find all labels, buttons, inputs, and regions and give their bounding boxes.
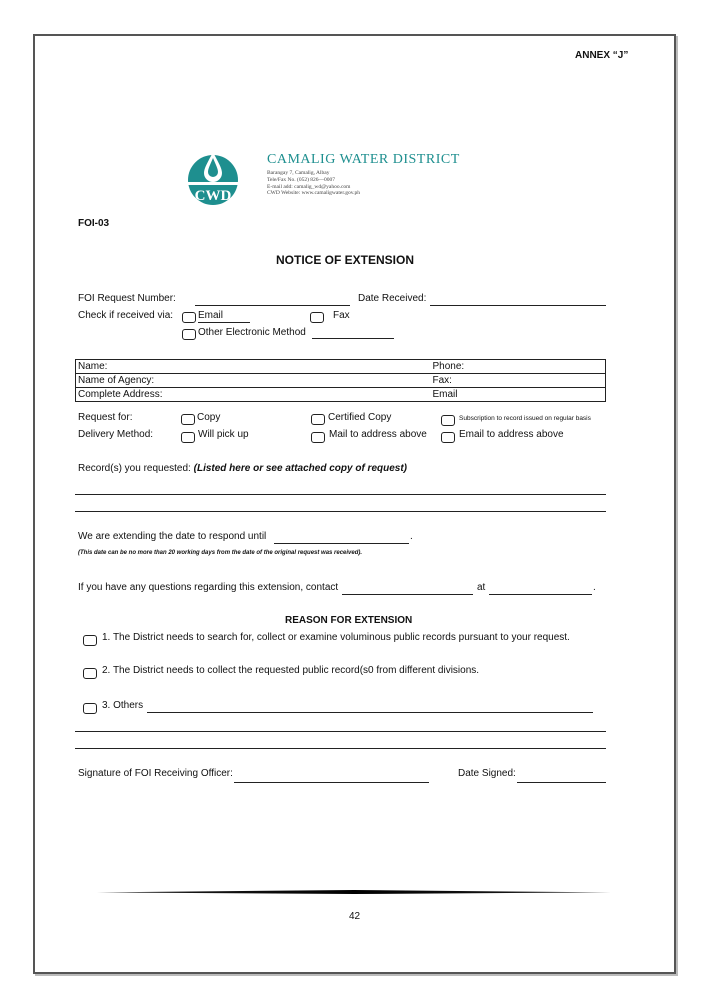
received-fax-checkbox[interactable] bbox=[310, 312, 324, 323]
subscription-label: Subscription to record issued on regular basis bbox=[459, 415, 591, 422]
phone-field[interactable]: Phone: bbox=[431, 360, 606, 374]
fax-field[interactable]: Fax: bbox=[431, 374, 606, 388]
extension-date-field[interactable] bbox=[274, 543, 409, 544]
date-received-label: Date Received: bbox=[358, 293, 427, 304]
extension-period: . bbox=[410, 531, 413, 542]
extension-note: (This date can be no more than 20 working days from the date of the original request was received). bbox=[78, 550, 363, 556]
received-fax-label: Fax bbox=[333, 310, 350, 321]
org-telfax: Tele/Fax No. (052) 826—0007 bbox=[267, 176, 336, 183]
request-number-field[interactable] bbox=[195, 305, 350, 306]
records-requested bbox=[78, 463, 407, 474]
org-name: CAMALIG WATER DISTRICT bbox=[267, 152, 460, 167]
certified-copy-label: Certified Copy bbox=[328, 412, 392, 423]
records-hint: (Listed here or see attached copy of request) bbox=[193, 463, 408, 474]
org-address: Barangay 7, Camalig, Albay bbox=[267, 170, 330, 176]
extension-text: We are extending the date to respond until bbox=[78, 531, 267, 542]
signature-field[interactable] bbox=[234, 782, 429, 783]
form-title: NOTICE OF EXTENSION bbox=[276, 253, 415, 267]
form-code: FOI-03 bbox=[78, 218, 110, 229]
info-email-field[interactable]: Email bbox=[431, 388, 606, 402]
other-method-field[interactable] bbox=[312, 338, 394, 339]
records-line-1[interactable] bbox=[75, 494, 606, 495]
mail-checkbox[interactable] bbox=[311, 432, 325, 443]
mail-label: Mail to address above bbox=[329, 429, 427, 440]
received-other-checkbox[interactable] bbox=[182, 329, 196, 340]
org-details bbox=[267, 170, 360, 197]
received-email-checkbox[interactable] bbox=[182, 312, 196, 323]
org-website: CWD Website: www.camaligwater.gov.ph bbox=[267, 190, 360, 197]
received-email-label: Email bbox=[198, 310, 224, 321]
svg-text:CWD: CWD bbox=[194, 188, 232, 204]
others-line-3[interactable] bbox=[75, 748, 606, 749]
agency-field[interactable]: Name of Agency: bbox=[76, 374, 431, 388]
reason-3-checkbox[interactable] bbox=[83, 703, 97, 714]
reason-1-label: 1. The District needs to search for, collect or examine voluminous public records pursuant to your request. bbox=[102, 632, 570, 643]
records-label: Record(s) you requested: bbox=[78, 463, 191, 474]
requester-info-table bbox=[75, 359, 606, 402]
contact-period: . bbox=[593, 582, 596, 593]
copy-label: Copy bbox=[197, 412, 221, 423]
contact-at: at bbox=[477, 582, 486, 593]
reason-heading: REASON FOR EXTENSION bbox=[285, 615, 413, 626]
certified-copy-checkbox[interactable] bbox=[311, 414, 325, 425]
table-row bbox=[76, 374, 606, 388]
date-received-field[interactable] bbox=[430, 305, 606, 306]
annex-label: ANNEX “J” bbox=[575, 50, 629, 61]
signature-label: Signature of FOI Receiving Officer: bbox=[78, 768, 233, 779]
delivery-method-label: Delivery Method: bbox=[78, 429, 154, 440]
table-row bbox=[76, 388, 606, 402]
request-for-label: Request for: bbox=[78, 412, 133, 423]
received-via-label: Check if received via: bbox=[78, 310, 174, 321]
reason-2-checkbox[interactable] bbox=[83, 668, 97, 679]
address-field[interactable]: Complete Address: bbox=[76, 388, 431, 402]
email-underline bbox=[198, 322, 250, 323]
contact-detail-field[interactable] bbox=[489, 594, 592, 595]
page-number: 42 bbox=[349, 911, 361, 922]
others-field[interactable] bbox=[147, 712, 593, 713]
subscription-checkbox[interactable] bbox=[441, 415, 455, 426]
email-delivery-label: Email to address above bbox=[459, 429, 564, 440]
contact-text: If you have any questions regarding this extension, contact bbox=[78, 582, 339, 593]
org-email: E-mail add: camalig_wd@yahoo.com bbox=[267, 183, 351, 190]
others-line-2[interactable] bbox=[75, 731, 606, 732]
table-row bbox=[76, 360, 606, 374]
date-signed-field[interactable] bbox=[517, 782, 606, 783]
request-number-label: FOI Request Number: bbox=[78, 293, 176, 304]
pickup-label: Will pick up bbox=[198, 429, 249, 440]
reason-1-checkbox[interactable] bbox=[83, 635, 97, 646]
water-drop-cwd-logo-icon bbox=[186, 148, 240, 208]
name-field[interactable]: Name: bbox=[76, 360, 431, 374]
pickup-checkbox[interactable] bbox=[181, 432, 195, 443]
date-signed-label: Date Signed: bbox=[458, 768, 516, 779]
records-line-2[interactable] bbox=[75, 511, 606, 512]
reason-3-label: 3. Others bbox=[102, 700, 144, 711]
contact-name-field[interactable] bbox=[342, 594, 473, 595]
received-other-label: Other Electronic Method bbox=[198, 327, 306, 338]
copy-checkbox[interactable] bbox=[181, 414, 195, 425]
reason-2-label: 2. The District needs to collect the requested public record(s0 from different divisions. bbox=[102, 665, 480, 676]
email-delivery-checkbox[interactable] bbox=[441, 432, 455, 443]
